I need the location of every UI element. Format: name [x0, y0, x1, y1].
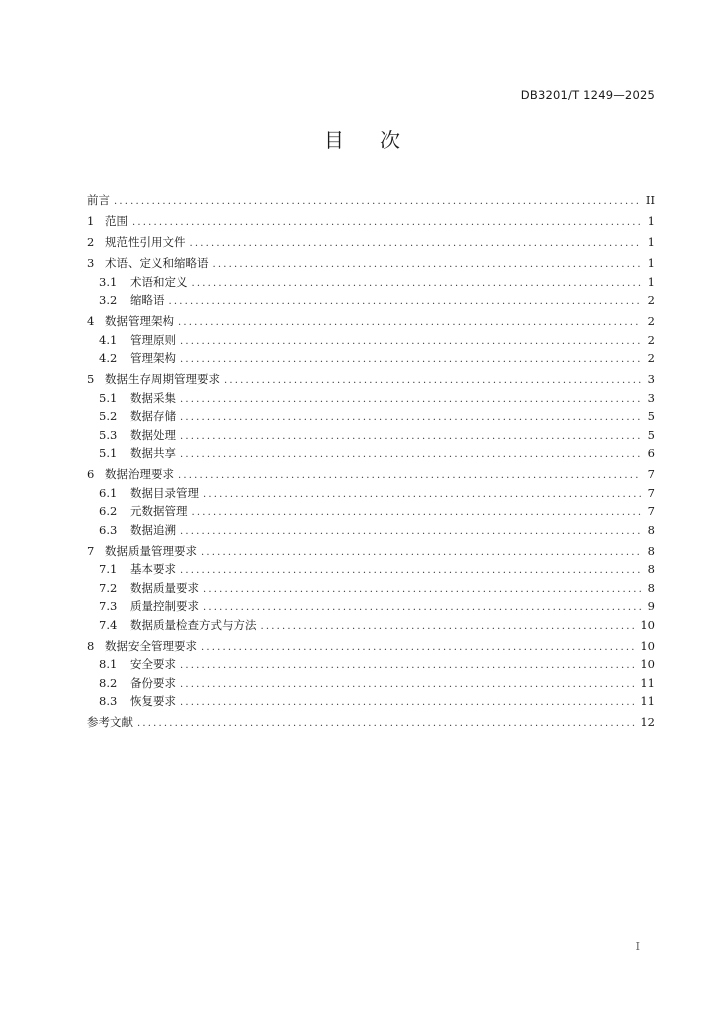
- toc-leader-dots: [190, 235, 642, 254]
- toc-entry-number: 6.1: [99, 485, 118, 500]
- toc-entry-title: 数据管理架构: [105, 314, 174, 328]
- toc-entry-page: 1: [647, 274, 655, 289]
- toc-entry-title: 备份要求: [130, 675, 176, 690]
- toc-entry[interactable]: [87, 254, 655, 273]
- toc-leader-dots: [180, 523, 641, 542]
- toc-leader-dots: [201, 639, 636, 658]
- toc-entry-title: 数据安全管理要求: [105, 638, 197, 653]
- toc-entry-title: 数据质量检查方式与方法: [130, 617, 257, 632]
- toc-entry-page: 10: [640, 617, 655, 632]
- toc-leader-dots: [192, 275, 642, 294]
- toc-entry-number: 8: [87, 638, 95, 653]
- toc-entry-number: 8.1: [99, 657, 118, 671]
- toc-leader-dots: [137, 715, 636, 734]
- toc-entry-number: 8.2: [99, 675, 118, 690]
- toc-leader-dots: [203, 486, 641, 505]
- toc-entry-page: 1: [647, 214, 655, 228]
- toc-entry-page: 11: [640, 675, 655, 690]
- toc-entry-page: 7: [647, 467, 655, 481]
- toc-entry[interactable]: [87, 233, 655, 252]
- toc-entry-page: 3: [647, 390, 655, 405]
- toc-entry-title: 数据追溯: [130, 522, 176, 537]
- toc-leader-dots: [132, 214, 641, 233]
- toc-entry[interactable]: [87, 597, 655, 616]
- toc-entry-title: 数据生存周期管理要求: [105, 372, 220, 386]
- toc-title-part2: 次: [380, 128, 400, 152]
- toc-entry-number: 2: [87, 235, 95, 249]
- toc-entry-page: 10: [640, 638, 655, 653]
- toc-entry-title: 前言: [87, 193, 110, 207]
- toc-entry-title: 安全要求: [130, 657, 176, 671]
- toc-leader-dots: [203, 581, 641, 600]
- toc-entry[interactable]: [87, 637, 655, 656]
- toc-entry[interactable]: [87, 273, 655, 292]
- toc-entry-title: 质量控制要求: [130, 599, 199, 613]
- toc-leader-dots: [192, 504, 642, 523]
- toc-entry-title: 规范性引用文件: [105, 235, 186, 249]
- toc-entry-page: 5: [647, 409, 655, 423]
- toc-leader-dots: [180, 409, 641, 428]
- toc-entry-number: 4: [87, 314, 95, 328]
- toc-entry-title: 术语和定义: [130, 274, 188, 289]
- toc-leader-dots: [180, 391, 641, 410]
- toc-entry-page: 10: [640, 657, 655, 671]
- toc-entry-page: II: [645, 193, 655, 207]
- toc-entry-number: 7.2: [99, 580, 118, 595]
- toc-entry[interactable]: [87, 444, 655, 463]
- toc-entry-page: 1: [647, 235, 655, 249]
- toc-list: [87, 191, 655, 732]
- toc-entry-title: 数据质量要求: [130, 580, 199, 595]
- toc-entry-title: 数据共享: [130, 446, 176, 460]
- toc-entry-number: 3: [87, 256, 95, 270]
- toc-entry[interactable]: [87, 674, 655, 693]
- toc-entry-number: 6: [87, 467, 95, 481]
- toc-entry-title: 缩略语: [130, 293, 165, 307]
- toc-entry-number: 6.2: [99, 504, 118, 518]
- toc-entry-title: 参考文献: [87, 715, 133, 729]
- toc-entry-number: 5.1: [99, 390, 118, 405]
- toc-entry[interactable]: [87, 713, 655, 732]
- toc-entry-number: 7.3: [99, 599, 118, 613]
- toc-entry[interactable]: [87, 616, 655, 635]
- toc-entry-page: 8: [647, 580, 655, 595]
- toc-entry-title: 数据处理: [130, 427, 176, 442]
- toc-entry[interactable]: [87, 191, 655, 210]
- toc-entry-number: 7.4: [99, 617, 118, 632]
- toc-entry[interactable]: [87, 212, 655, 231]
- toc-leader-dots: [213, 256, 642, 275]
- toc-entry-number: 3.1: [99, 274, 118, 289]
- toc-leader-dots: [180, 694, 636, 713]
- toc-entry-number: 3.2: [99, 293, 118, 307]
- toc-entry-page: 5: [647, 427, 655, 442]
- toc-leader-dots: [180, 562, 641, 581]
- document-code: DB3201/T 1249—2025: [520, 88, 655, 102]
- toc-leader-dots: [180, 446, 641, 465]
- toc-entry-page: 7: [647, 504, 655, 518]
- toc-leader-dots: [178, 314, 641, 333]
- toc-leader-dots: [180, 333, 641, 352]
- toc-entry-title: 基本要求: [130, 562, 176, 576]
- toc-entry-page: 8: [647, 522, 655, 537]
- toc-entry[interactable]: [87, 312, 655, 331]
- toc-entry-title: 元数据管理: [130, 504, 188, 518]
- toc-entry[interactable]: [87, 407, 655, 426]
- toc-entry[interactable]: [87, 370, 655, 389]
- toc-entry[interactable]: [87, 389, 655, 408]
- toc-entry-number: 4.1: [99, 332, 118, 347]
- toc-entry-page: 1: [647, 256, 655, 270]
- toc-entry-title: 管理架构: [130, 351, 176, 365]
- toc-entry[interactable]: [87, 542, 655, 561]
- toc-entry[interactable]: [87, 579, 655, 598]
- toc-entry-number: 8.3: [99, 694, 118, 708]
- toc-entry-number: 7.1: [99, 562, 118, 576]
- toc-entry[interactable]: [87, 484, 655, 503]
- toc-leader-dots: [180, 676, 636, 695]
- toc-entry-page: 2: [647, 332, 655, 347]
- toc-entry[interactable]: [87, 331, 655, 350]
- toc-entry-title: 术语、定义和缩略语: [105, 256, 209, 270]
- toc-leader-dots: [114, 193, 641, 212]
- toc-entry-title: 数据目录管理: [130, 485, 199, 500]
- toc-entry-page: 12: [640, 715, 655, 729]
- toc-entry-title: 数据治理要求: [105, 467, 174, 481]
- toc-entry-page: 2: [647, 351, 655, 365]
- toc-entry-number: 7: [87, 543, 95, 558]
- toc-entry-number: 4.2: [99, 351, 118, 365]
- toc-leader-dots: [180, 657, 636, 676]
- toc-entry-page: 2: [647, 314, 655, 328]
- toc-entry-title: 范围: [105, 214, 128, 228]
- toc-entry-page: 3: [647, 372, 655, 386]
- page-number: I: [635, 940, 640, 953]
- toc-leader-dots: [224, 372, 641, 391]
- toc-entry-number: 6.3: [99, 522, 118, 537]
- toc-title-part1: 目: [324, 128, 344, 152]
- toc-entry-title: 数据质量管理要求: [105, 543, 197, 558]
- toc-entry-number: 5.2: [99, 409, 118, 423]
- toc-entry-page: 2: [647, 293, 655, 307]
- toc-entry[interactable]: [87, 560, 655, 579]
- toc-entry-page: 9: [647, 599, 655, 613]
- toc-entry[interactable]: [87, 465, 655, 484]
- toc-entry-page: 7: [647, 485, 655, 500]
- toc-entry-number: 1: [87, 214, 95, 228]
- toc-leader-dots: [169, 293, 642, 312]
- toc-entry[interactable]: [87, 502, 655, 521]
- toc-entry-page: 11: [640, 694, 655, 708]
- toc-entry[interactable]: [87, 692, 655, 711]
- toc-entry[interactable]: [87, 291, 655, 310]
- toc-leader-dots: [261, 618, 637, 637]
- toc-entry[interactable]: [87, 349, 655, 368]
- toc-leader-dots: [180, 351, 641, 370]
- toc-entry[interactable]: [87, 426, 655, 445]
- toc-entry-page: 8: [647, 562, 655, 576]
- toc-entry[interactable]: [87, 521, 655, 540]
- toc-entry[interactable]: [87, 655, 655, 674]
- toc-entry-number: 5: [87, 372, 95, 386]
- toc-leader-dots: [180, 428, 641, 447]
- toc-leader-dots: [178, 467, 641, 486]
- toc-entry-page: 8: [647, 543, 655, 558]
- toc-leader-dots: [201, 544, 641, 563]
- toc-entry-number: 5.1: [99, 446, 118, 460]
- toc-entry-title: 管理原则: [130, 332, 176, 347]
- toc-entry-title: 数据采集: [130, 390, 176, 405]
- toc-title: [0, 124, 724, 153]
- toc-entry-page: 6: [647, 446, 655, 460]
- toc-entry-number: 5.3: [99, 427, 118, 442]
- toc-entry-title: 恢复要求: [130, 694, 176, 708]
- toc-leader-dots: [203, 599, 641, 618]
- toc-entry-title: 数据存储: [130, 409, 176, 423]
